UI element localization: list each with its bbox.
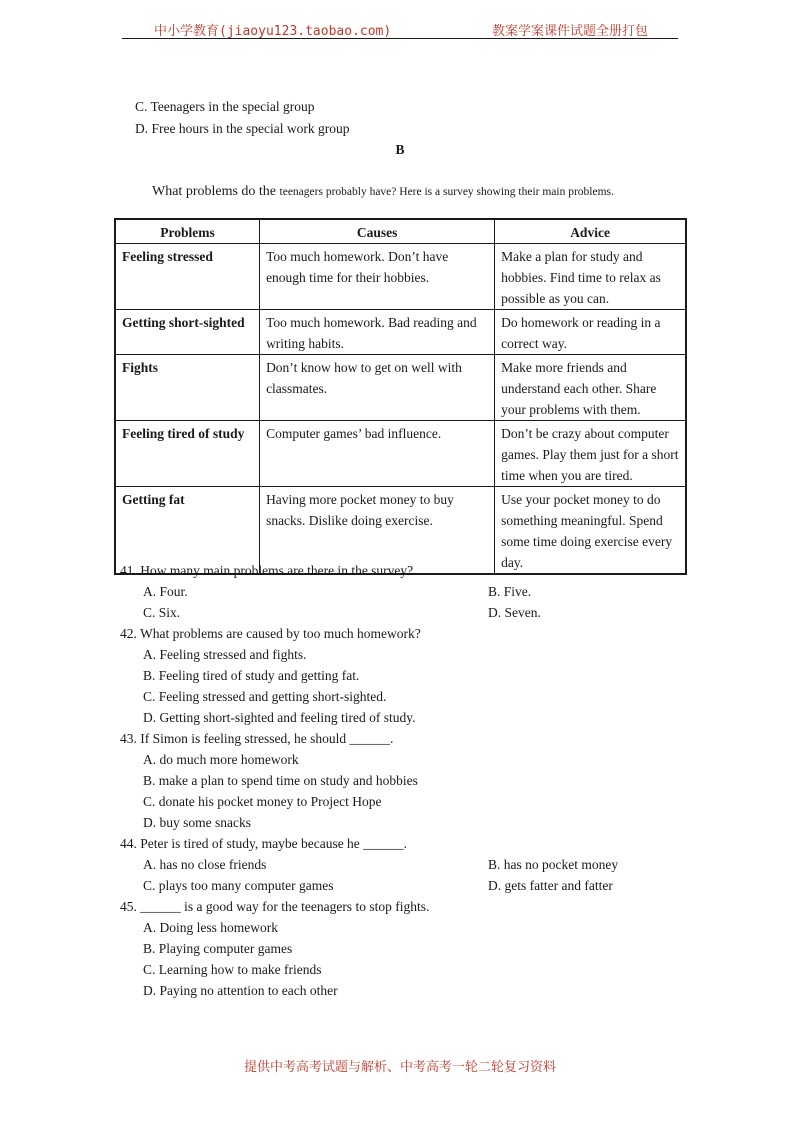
q41-option-d: D. Seven.	[488, 605, 541, 620]
cause-cell: Too much homework. Don’t have enough time for their hobbies.	[260, 244, 495, 310]
prev-option-d: D. Free hours in the special work group	[135, 121, 350, 136]
page-header	[122, 20, 678, 39]
q44-option-b: B. has no pocket money	[488, 857, 619, 872]
q43-stem: 43. If Simon is feeling stressed, he should ______.	[120, 731, 394, 746]
section-title: B	[395, 142, 405, 157]
q44-stem: 44. Peter is tired of study, maybe because he ______.	[120, 836, 408, 851]
header-left-text: 中小学教育(jiaoyu123.taobao.com)	[154, 24, 392, 39]
advice-cell: Use your pocket money to do something meaningful. Spend some time doing exercise every day.	[495, 487, 686, 575]
survey-table	[114, 218, 687, 575]
header-advice: Advice	[495, 219, 686, 244]
q45-stem: 45. ______ is a good way for the teenagers to stop fights.	[120, 899, 430, 914]
table-row	[115, 355, 686, 421]
problem-cell: Getting short-sighted	[115, 310, 260, 355]
table-row	[115, 421, 686, 487]
cause-cell: Computer games’ bad influence.	[260, 421, 495, 487]
q42-option-c: C. Feeling stressed and getting short-sighted.	[143, 689, 387, 704]
advice-cell: Make a plan for study and hobbies. Find time to relax as possible as you can.	[495, 244, 686, 310]
header-causes: Causes	[260, 219, 495, 244]
header-right-text: 教案学案课件试题全册打包	[491, 24, 648, 39]
q42-option-b: B. Feeling tired of study and getting fat.	[143, 668, 360, 683]
advice-cell: Make more friends and understand each other. Share your problems with them.	[495, 355, 686, 421]
page-footer: 提供中考高考试题与解析、中考高考一轮二轮复习资料	[243, 1060, 556, 1075]
q44-option-c: C. plays too many computer games	[143, 878, 334, 893]
q45-option-a: A. Doing less homework	[143, 920, 278, 935]
q45-option-b: B. Playing computer games	[143, 941, 293, 956]
q43-option-a: A. do much more homework	[143, 752, 299, 767]
q44-option-d: D. gets fatter and fatter	[488, 878, 613, 893]
q42-option-d: D. Getting short-sighted and feeling tired of study.	[143, 710, 416, 725]
q45-option-d: D. Paying no attention to each other	[143, 983, 338, 998]
q45-option-c: C. Learning how to make friends	[143, 962, 322, 977]
problem-cell: Getting fat	[115, 487, 260, 575]
table-header-row	[115, 219, 686, 244]
intro-part2: teenagers probably have? Here is a survey showing their main problems.	[279, 186, 614, 198]
q43-option-c: C. donate his pocket money to Project Hope	[143, 794, 382, 809]
cause-cell: Too much homework. Bad reading and writing habits.	[260, 310, 495, 355]
problem-cell: Fights	[115, 355, 260, 421]
table-row	[115, 244, 686, 310]
q41-stem: 41. How many main problems are there in the survey?	[120, 563, 414, 578]
q43-option-b: B. make a plan to spend time on study and hobbies	[143, 773, 418, 788]
problem-cell: Feeling stressed	[115, 244, 260, 310]
prev-option-c: C. Teenagers in the special group	[135, 99, 315, 114]
q41-option-a: A. Four.	[143, 584, 188, 599]
problem-cell: Feeling tired of study	[115, 421, 260, 487]
advice-cell: Do homework or reading in a correct way.	[495, 310, 686, 355]
q44-option-a: A. has no close friends	[143, 857, 267, 872]
table-row	[115, 487, 686, 575]
table-row	[115, 310, 686, 355]
cause-cell: Don’t know how to get on well with classmates.	[260, 355, 495, 421]
q41-option-b: B. Five.	[488, 584, 532, 599]
intro-part1: What problems do the	[152, 184, 280, 199]
intro-paragraph	[152, 183, 614, 200]
q43-option-d: D. buy some snacks	[143, 815, 251, 830]
q42-stem: 42. What problems are caused by too much homework?	[120, 626, 421, 641]
advice-cell: Don’t be crazy about computer games. Play them just for a short time when you are tired.	[495, 421, 686, 487]
cause-cell: Having more pocket money to buy snacks. Dislike doing exercise.	[260, 487, 495, 575]
header-problems: Problems	[115, 219, 260, 244]
q42-option-a: A. Feeling stressed and fights.	[143, 647, 307, 662]
q41-option-c: C. Six.	[143, 605, 181, 620]
